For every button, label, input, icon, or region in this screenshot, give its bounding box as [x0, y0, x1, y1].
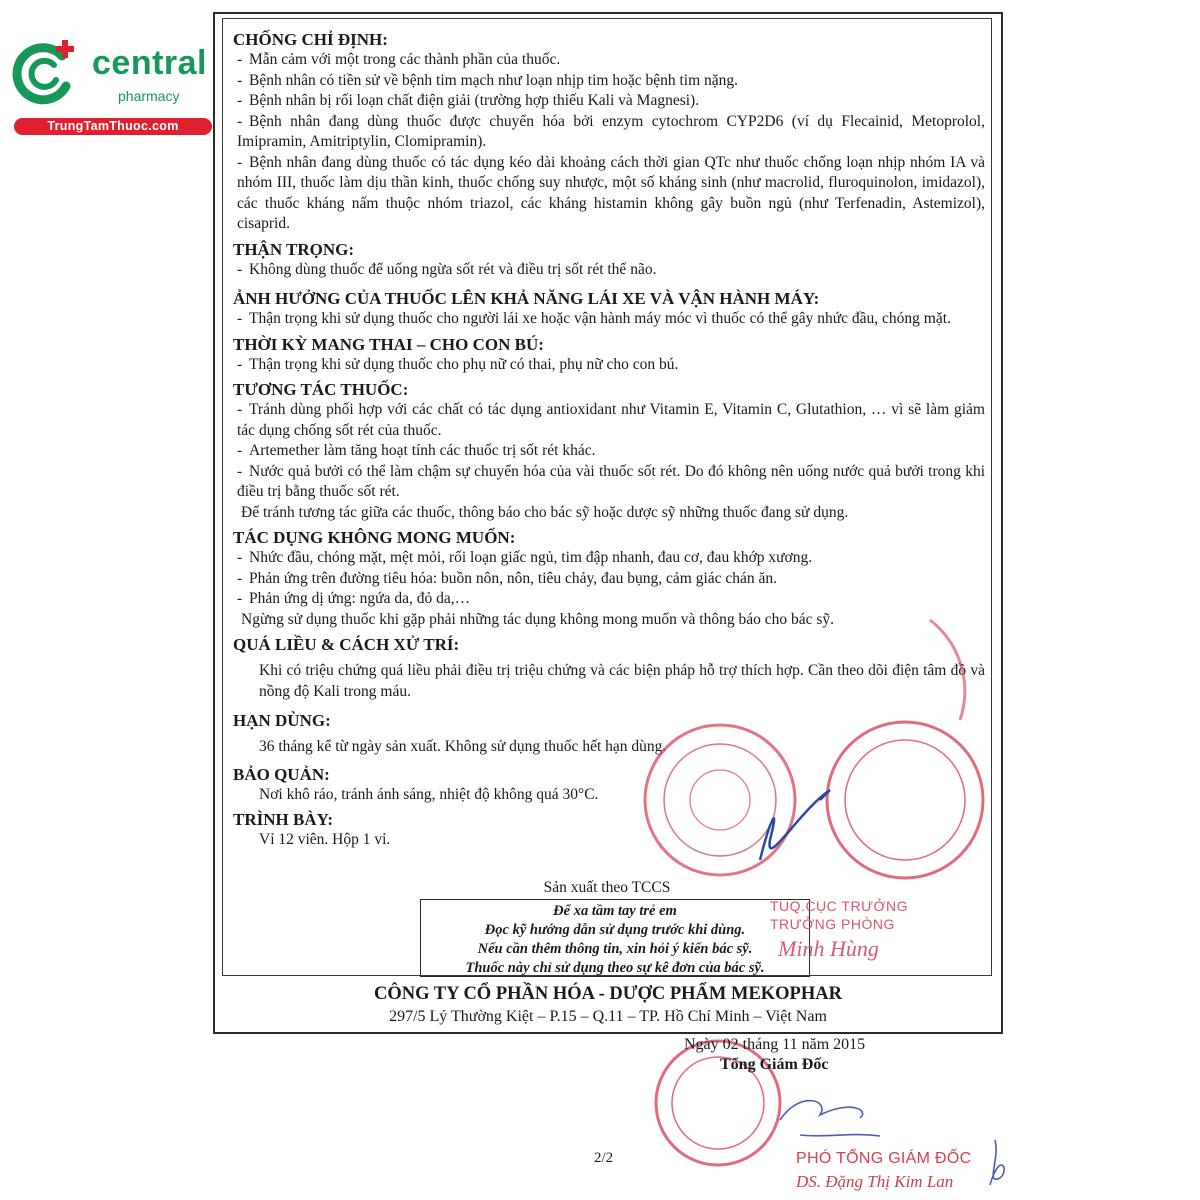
warning-line: Nếu cần thêm thông tin, xin hỏi ý kiến bác sỹ. [477, 941, 753, 957]
section-title-presentation: TRÌNH BÀY: [233, 810, 333, 829]
logo-url-badge[interactable]: TrungTamThuoc.com [14, 118, 212, 135]
authority-title [770, 897, 908, 933]
authority-line-1: TUQ.CỤC TRƯỞNG [770, 898, 909, 914]
logo-sub-text: pharmacy [118, 88, 180, 104]
signature-title: Tổng Giám Đốc [720, 1056, 829, 1073]
warning-box [420, 899, 810, 977]
deputy-director-title: PHÓ TỔNG GIÁM ĐỐC [796, 1150, 972, 1167]
document-inner-frame [222, 18, 992, 976]
list-item: - Bệnh nhân đang dùng thuốc được chuyển hóa bởi enzym cytochrom CYP2D6 (ví dụ Flecainid, Metoprolol, Imipramin, Amitriptylin, Clomipramin). [237, 112, 985, 150]
director-signature-icon [780, 1101, 880, 1136]
central-pharmacy-logo-icon [10, 38, 80, 108]
list-item: - Bệnh nhân bị rối loạn chất điện giải (trường hợp thiếu Kali và Magnesi). [237, 92, 700, 109]
section-title-storage: BẢO QUẢN: [233, 764, 330, 784]
expiry-text: 36 tháng kể từ ngày sản xuất. Không sử dụng thuốc hết hạn dùng. [259, 738, 667, 755]
list-item: - Bệnh nhân có tiền sử về bệnh tim mạch như loạn nhịp tim hoặc bệnh tim nặng. [237, 71, 739, 89]
central-pharmacy-logo[interactable] [10, 36, 215, 136]
list-item: - Phản ứng dị ứng: ngứa da, đỏ da,… [237, 590, 471, 607]
list-item: - Nhức đầu, chóng mặt, mệt mỏi, rối loạn giấc ngủ, tim đập nhanh, đau cơ, đau khớp xương. [237, 549, 813, 566]
manufacturing-standard: Sản xuất theo TCCS [543, 879, 671, 896]
company-address: 297/5 Lý Thường Kiệt – P.15 – Q.11 – TP. Hồ Chí Minh – Việt Nam [389, 1008, 827, 1025]
section-title-interaction: TƯƠNG TÁC THUỐC: [233, 380, 409, 399]
warning-line: Đọc kỹ hướng dẫn sử dụng trước khi dùng. [484, 922, 746, 938]
list-item: - Thận trọng khi sử dụng thuốc cho người lái xe hoặc vận hành máy móc vì thuốc có thể gây nhức đầu, chóng mặt. [237, 310, 951, 327]
deputy-director-name: DS. Đặng Thị Kim Lan [796, 1172, 954, 1191]
interaction-note: Để tránh tương tác giữa các thuốc, thông báo cho bác sỹ hoặc dược sỹ những thuốc đang sử dụng. [241, 503, 849, 521]
list-item: - Không dùng thuốc để uống ngừa sốt rét và điều trị sốt rét thể não. [237, 260, 657, 278]
section-title-pregnancy: THỜI KỲ MANG THAI – CHO CON BÚ: [233, 334, 544, 354]
storage-text: Nơi khô ráo, tránh ánh sáng, nhiệt độ không quá 30°C. [259, 785, 599, 803]
company-name: CÔNG TY CỔ PHẦN HÓA - DƯỢC PHẨM MEKOPHAR [374, 984, 842, 1004]
section-title-caution: THẬN TRỌNG: [233, 239, 355, 259]
section-title-expiry: HẠN DÙNG: [233, 711, 331, 730]
list-item: - Artemether làm tăng hoạt tính các thuốc trị sốt rét khác. [237, 442, 596, 459]
list-item: - Nước quả bưởi có thể làm chậm sự chuyển hóa của vài thuốc sốt rét. Do đó không nên uống nước quả bưởi trong khi điều trị bằng thuốc sốt rét. [237, 462, 985, 500]
page-number: 2/2 [594, 1150, 614, 1166]
authority-signature-name: Minh Hùng [778, 936, 879, 961]
presentation-text: Vỉ 12 viên. Hộp 1 vỉ. [259, 831, 391, 848]
list-item: - Phản ứng trên đường tiêu hóa: buồn nôn, nôn, tiêu chảy, đau bụng, cảm giác chán ăn. [237, 569, 778, 587]
section-title-overdose: QUÁ LIỀU & CÁCH XỬ TRÍ: [233, 635, 460, 654]
document-page [213, 12, 1003, 1034]
list-item: - Mẫn cảm với một trong các thành phần của thuốc. [237, 51, 561, 68]
side-effects-note: Ngừng sử dụng thuốc khi gặp phải những tác dụng không mong muốn và thông báo cho bác sỹ. [241, 610, 835, 628]
list-item: - Tránh dùng phối hợp với các chất có tác dụng antioxidant như Vitamin E, Vitamin C, Glutathion, … vì sẽ làm giảm tác dụng chống sốt rét của thuốc. [237, 401, 985, 439]
company-block [215, 982, 1001, 1028]
section-title-side-effects: TÁC DỤNG KHÔNG MONG MUỐN: [233, 528, 516, 547]
list-item: - Thận trọng khi sử dụng thuốc cho phụ nữ có thai, phụ nữ cho con bú. [237, 355, 679, 373]
authority-line-2: TRƯỞNG PHÒNG [770, 916, 895, 932]
section-title-contraindications: CHỐNG CHỈ ĐỊNH: [233, 30, 388, 49]
deputy-signature-icon [990, 1140, 1004, 1185]
list-item: - Bệnh nhân đang dùng thuốc có tác dụng kéo dài khoảng cách thời gian QTc như thuốc chống loạn nhịp nhóm IA và nhóm III, thuốc làm dịu thần kinh, thuốc chống suy nhược, một số kháng sinh (như macrolid, fluroquinolon, imidazol), các thuốc kháng nấm thuộc nhóm triazol, các kháng histamin không gây buồn ngủ (như Terfenadin, Astemizol), cisaprid. [237, 153, 985, 232]
overdose-text: Khi có triệu chứng quá liều phải điều trị triệu chứng và các biện pháp hỗ trợ thích hợp. Cần theo dõi điện tâm đồ và nồng độ Kali trong máu. [259, 662, 985, 700]
signature-date: Ngày 02 tháng 11 năm 2015 [684, 1036, 866, 1053]
warning-line: Để xa tầm tay trẻ em [553, 903, 677, 919]
logo-brand-text: central [92, 44, 207, 82]
warning-line: Thuốc này chỉ sử dụng theo sự kê đơn của bác sỹ. [465, 960, 765, 976]
section-title-driving: ẢNH HƯỞNG CỦA THUỐC LÊN KHẢ NĂNG LÁI XE VÀ VẬN HÀNH MÁY: [233, 289, 820, 308]
document-content [233, 29, 985, 851]
